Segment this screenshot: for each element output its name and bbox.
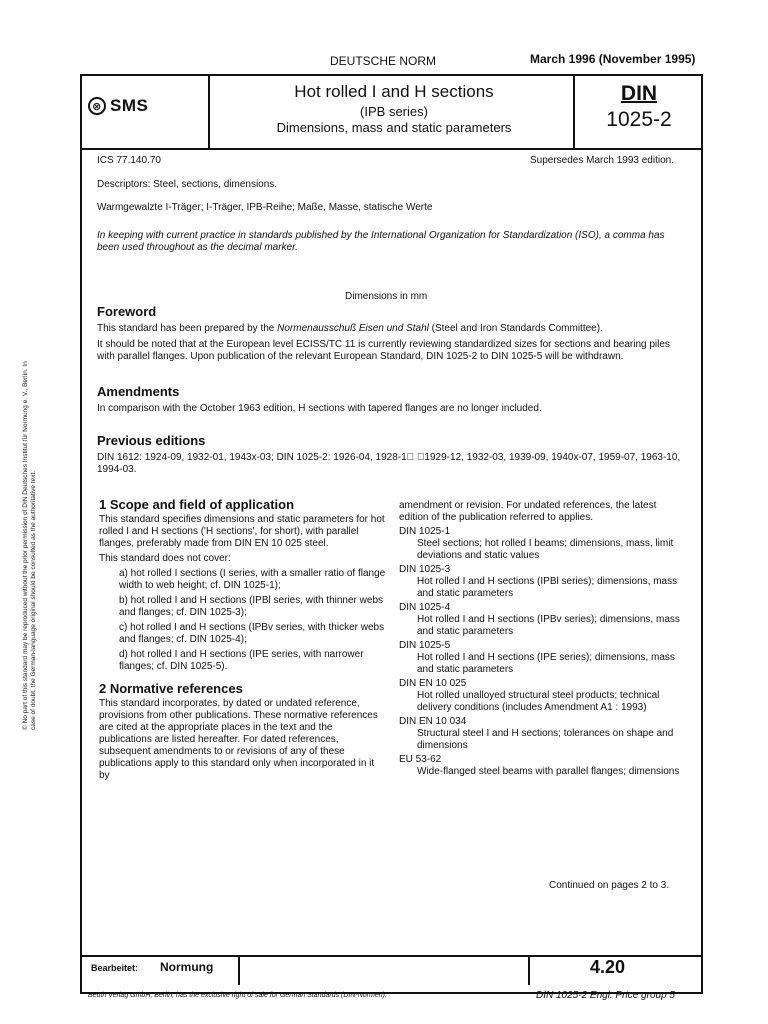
- standard-org: DEUTSCHE NORM: [330, 54, 437, 68]
- scope-p2: This standard does not cover:: [99, 553, 231, 564]
- ref-code: DIN EN 10 025: [399, 678, 467, 689]
- beuth-note: Beuth Verlag GmbH, Berlin, has the exclusive right of sale for German Standards (DIN-Normen).: [88, 992, 387, 999]
- continued-note: Continued on pages 2 to 3.: [549, 880, 670, 891]
- sms-logo: [88, 96, 148, 116]
- ref-desc: Structural steel I and H sections; tolerances on shape and dimensions: [417, 728, 674, 751]
- din-number-box: [575, 82, 703, 132]
- list-item: a) hot rolled I sections (I series, with a smaller ratio of flange width to web height; cf. DIN 1025-1);: [119, 568, 386, 591]
- previous-heading: Previous editions: [97, 433, 206, 448]
- amendments-section: [97, 384, 689, 415]
- foreword-p1: This standard has been prepared by the Normenausschuß Eisen und Stahl (Steel and Iron Standards Committee).: [97, 323, 603, 334]
- bearbeitet-label: Bearbeitet:: [91, 963, 139, 973]
- ref-code: DIN 1025-4: [399, 602, 451, 613]
- previous-text: DIN 1612: 1924-09, 1932-01, 1943x-03; DIN 1025-2: 1926-04, 1928-1   1929-12, 1932-03, 1939-09, 1940x-07, 1959-07, 1963-10, 1994-03.: [97, 452, 681, 475]
- logo-text: SMS: [110, 96, 149, 115]
- ref-desc: Hot rolled I and H sections (IPBv series); dimensions, mass and static parameters: [417, 614, 680, 637]
- ics-code: ICS 77.140.70: [97, 155, 161, 166]
- normative-p1-cont: amendment or revision. For undated references, the latest edition of the publication referred to applies.: [399, 500, 657, 523]
- ref-code: DIN 1025-5: [399, 640, 451, 651]
- ref-code: DIN 1025-1: [399, 526, 451, 537]
- ref-desc: Hot rolled I and H sections (IPE series); dimensions, mass and static parameters: [417, 652, 675, 675]
- german-descriptors: Warmgewalzte I-Träger; I-Träger, IPB-Reihe; Maße, Masse, statische Werte: [97, 202, 433, 213]
- list-item: d) hot rolled I and H sections (IPE series, with narrower flanges; cf. DIN 1025-5).: [119, 649, 364, 672]
- iso-note: In keeping with current practice in standards published by the International Organization for Standardization (ISO), a comma has been used throughout as the decimal marker.: [97, 230, 665, 253]
- title-block: [214, 82, 574, 135]
- divider: [238, 955, 240, 985]
- ref-desc: Hot rolled unalloyed structural steel products; technical delivery conditions (includes Amendment A1 : 1993): [417, 690, 660, 713]
- list-item: c) hot rolled I and H sections (IPBv series, with thicker webs and flanges; cf. DIN 1025-4);: [119, 622, 385, 645]
- edition-date: March 1996 (November 1995): [530, 52, 696, 66]
- ref-code: DIN EN 10 034: [399, 716, 467, 727]
- foreword-p2: It should be noted that at the European level ECISS/TC 11 is currently reviewing standardized sizes for sections and bearing piles with parallel flanges. Upon publication of the relevant European Standard, DIN 1025-2 to DIN 1025-5 will be withdrawn.: [97, 339, 670, 362]
- ref-desc: Wide-flanged steel beams with parallel flanges; dimensions: [417, 766, 680, 777]
- logo-ring-icon: ⊗: [88, 97, 106, 115]
- right-column: [399, 500, 686, 778]
- previous-editions-section: [97, 433, 689, 476]
- divider: [528, 955, 530, 985]
- foreword-section: [97, 304, 689, 363]
- list-item: b) hot rolled I and H sections (IPBl series, with thinner webs and flanges; cf. DIN 1025-3);: [119, 595, 384, 618]
- price-code: 4.20: [590, 957, 626, 977]
- amendments-heading: Amendments: [97, 384, 180, 399]
- copyright-side-note: © No part of this standard may be reproduced without the prior permission of DIN Deutsches Institut für Normung e. V., Berlin. In case of doubt, the German-language original should be consulted as the authoritative text.: [22, 361, 37, 730]
- scope-heading: 1 Scope and field of application: [99, 497, 295, 512]
- din-number: 1025-2: [606, 108, 672, 131]
- amendments-text: In comparison with the October 1963 edition, H sections with tapered flanges are no longer included.: [97, 403, 542, 414]
- divider: [208, 74, 210, 150]
- page-subtitle: (IPB series): [360, 104, 428, 119]
- ref-desc: Hot rolled I and H sections (IPBl series); dimensions, mass and static parameters: [417, 576, 678, 599]
- ref-code: EU 53-62: [399, 754, 442, 765]
- normative-p1: This standard incorporates, by dated or undated reference, provisions from other publications. These normative references are cited at the appropriate places in the text and the publications are listed hereafter. For dated references, subsequent amendments to or revisions of any of these publications apply to this standard only when incorporated in it by: [99, 698, 378, 781]
- scope-list: [99, 568, 386, 673]
- ref-code: DIN 1025-3: [399, 564, 451, 575]
- scope-p1: This standard specifies dimensions and static parameters for hot rolled I and H sections ('H sections', for short), with parallel flanges, preferably made from DIN EN 10 025 steel.: [99, 514, 385, 549]
- bearbeitet-value: Normung: [160, 960, 214, 974]
- normative-heading: 2 Normative references: [99, 681, 243, 696]
- page-title: Hot rolled I and H sections: [294, 82, 494, 101]
- page-description: Dimensions, mass and static parameters: [276, 120, 512, 135]
- din-label: DIN: [620, 82, 658, 105]
- ref-desc: Steel sections; hot rolled I beams; dimensions, mass, limit deviations and static values: [417, 538, 674, 561]
- supersedes-note: Supersedes March 1993 edition.: [530, 155, 674, 166]
- descriptors: Descriptors: Steel, sections, dimensions.: [97, 179, 278, 190]
- document-ref: DIN 1025-2 Engl. Price group 5: [536, 990, 675, 1001]
- foreword-heading: Foreword: [97, 304, 157, 319]
- dimensions-note: Dimensions in mm: [345, 291, 428, 302]
- left-column: [99, 499, 386, 782]
